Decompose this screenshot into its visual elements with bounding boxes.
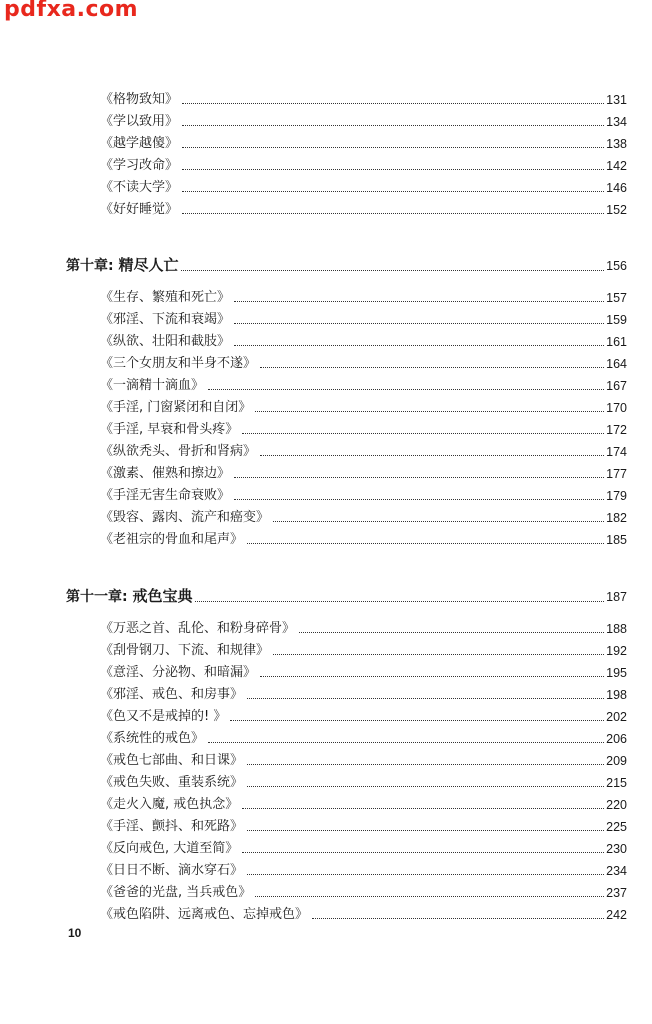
toc-entry-page: 202 [606,710,627,724]
toc-entry-page: 138 [606,137,627,151]
toc-entry-page: 159 [606,313,627,327]
dot-leader [247,698,604,699]
toc-entry-page: 230 [606,842,627,856]
toc-entry-title: 《邪淫、下流和衰竭》 [100,312,231,327]
chapter-name: 精尽人亡 [118,256,179,274]
toc-entry-page: 215 [606,776,627,790]
toc-entry[interactable] [100,308,627,328]
dot-leader [273,654,604,655]
toc-entry-title: 《纵欲秃头、骨折和肾病》 [100,444,257,459]
dot-leader [247,543,604,544]
toc-entry-page: 192 [606,644,627,658]
chapter-page: 187 [606,590,627,604]
toc-entry[interactable] [100,683,627,703]
dot-leader [234,345,604,346]
toc-entry-title: 《三个女朋友和半身不遂》 [100,356,257,371]
toc-entry-title: 《毁容、露肉、流产和癌变》 [100,510,270,525]
dot-leader [247,764,604,765]
toc-entry-title: 《日日不断、滴水穿石》 [100,863,244,878]
toc-entry-page: 177 [606,467,627,481]
dot-leader [182,103,604,104]
chapter-number: 第十一章: [66,589,128,605]
toc-entry-page: 220 [606,798,627,812]
toc-entry-title: 《戒色失败、重装系统》 [100,775,244,790]
dot-leader [312,918,604,919]
toc-entry-page: 134 [606,115,627,129]
toc-entry[interactable] [100,859,627,879]
toc-entry[interactable] [100,528,627,548]
toc-entry-title: 《戒色陷阱、远离戒色、忘掉戒色》 [100,907,309,922]
toc-entry-page: 131 [606,93,627,107]
dot-leader [208,389,604,390]
dot-leader [242,852,604,853]
toc-entry-title: 《越学越傻》 [100,136,179,151]
toc-entry[interactable] [100,440,627,460]
toc-entry[interactable] [100,176,627,196]
chapter-number: 第十章: [66,258,114,274]
dot-leader [230,720,604,721]
toc-entry-page: 167 [606,379,627,393]
toc-entry-page: 174 [606,445,627,459]
toc-entry-title: 《一滴精十滴血》 [100,378,205,393]
toc-entry[interactable] [100,462,627,482]
toc-entry-page: 225 [606,820,627,834]
toc-entry[interactable] [100,793,627,813]
toc-entry-title: 《系统性的戒色》 [100,731,205,746]
chapter-title [66,256,179,275]
page-number: 10 [68,926,82,940]
dot-leader [234,301,604,302]
toc-entry[interactable] [100,198,627,218]
toc-entry-title: 《学以致用》 [100,114,179,129]
dot-leader [255,411,604,412]
toc-entry[interactable] [100,330,627,350]
toc-entry-title: 《纵欲、壮阳和截肢》 [100,334,231,349]
dot-leader [255,896,604,897]
toc-entry-page: 195 [606,666,627,680]
toc-entry-title: 《手淫无害生命衰败》 [100,488,231,503]
toc-entry-page: 146 [606,181,627,195]
toc-entry-title: 《反向戒色, 大道至简》 [100,841,239,856]
toc-entry-page: 185 [606,533,627,547]
dot-leader [182,213,604,214]
toc-entry-page: 172 [606,423,627,437]
toc-entry-title: 《色又不是戒掉的! 》 [100,709,227,724]
dot-leader [247,874,604,875]
toc-entry-title: 《激素、催熟和擦边》 [100,466,231,481]
toc-entry[interactable] [100,617,627,637]
toc-entry-title: 《爸爸的光盘, 当兵戒色》 [100,885,252,900]
dot-leader [208,742,604,743]
toc-entry-page: 188 [606,622,627,636]
toc-entry-page: 198 [606,688,627,702]
dot-leader [242,808,604,809]
dot-leader [247,786,604,787]
dot-leader [181,270,605,271]
dot-leader [273,521,604,522]
toc-entry-page: 142 [606,159,627,173]
toc-entry[interactable] [100,727,627,747]
toc-entry-title: 《老祖宗的骨血和尾声》 [100,532,244,547]
toc-entry-page: 164 [606,357,627,371]
dot-leader [234,499,604,500]
chapter-page: 156 [606,259,627,273]
toc-entry[interactable] [100,881,627,901]
toc-entry-title: 《不读大学》 [100,180,179,195]
toc-entry-page: 179 [606,489,627,503]
toc-entry-title: 《生存、繁殖和死亡》 [100,290,231,305]
dot-leader [182,191,604,192]
toc-entry-page: 237 [606,886,627,900]
toc-entry-page: 206 [606,732,627,746]
dot-leader [234,323,604,324]
toc-entry[interactable] [100,506,627,526]
toc-entry[interactable] [100,815,627,835]
toc-entry-title: 《走火入魔, 戒色执念》 [100,797,239,812]
dot-leader [299,632,604,633]
dot-leader [242,433,604,434]
chapter-title [66,587,193,606]
toc-entry-page: 234 [606,864,627,878]
chapter-name: 戒色宝典 [132,587,193,605]
toc-entry-page: 170 [606,401,627,415]
toc-entry-title: 《好好睡觉》 [100,202,179,217]
dot-leader [182,125,604,126]
toc-entry[interactable] [100,705,627,725]
toc-entry[interactable] [100,661,627,681]
toc-entry[interactable] [100,771,627,791]
toc-entry[interactable] [100,88,627,108]
dot-leader [260,676,604,677]
toc-entry[interactable] [100,903,627,923]
toc-entry[interactable] [100,154,627,174]
toc-entry-title: 《手淫、颤抖、和死路》 [100,819,244,834]
toc-entry-title: 《手淫, 早衰和骨头疼》 [100,422,239,437]
toc-entry-title: 《戒色七部曲、和日课》 [100,753,244,768]
dot-leader [260,455,604,456]
dot-leader [260,367,604,368]
toc-entry[interactable] [100,374,627,394]
dot-leader [182,169,604,170]
chapter-heading-11[interactable] [66,584,627,606]
toc-entry[interactable] [100,396,627,416]
toc-entry[interactable] [100,484,627,504]
toc-entry-title: 《刮骨钢刀、下流、和规律》 [100,643,270,658]
toc-entry[interactable] [100,286,627,306]
toc-entry-title: 《手淫, 门窗紧闭和自闭》 [100,400,252,415]
toc-entry[interactable] [100,749,627,769]
toc-entry-title: 《格物致知》 [100,92,179,107]
dot-leader [182,147,604,148]
toc-entry-page: 242 [606,908,627,922]
toc-entry-page: 209 [606,754,627,768]
toc-entry-page: 152 [606,203,627,217]
watermark-logo: pdfxa.com [4,0,139,22]
dot-leader [234,477,604,478]
toc-entry[interactable] [100,418,627,438]
toc-entry-title: 《邪淫、戒色、和房事》 [100,687,244,702]
toc-entry-title: 《万恶之首、乱伦、和粉身碎骨》 [100,621,296,636]
toc-entry[interactable] [100,837,627,857]
chapter-heading-10[interactable] [66,253,627,275]
toc-entry-page: 182 [606,511,627,525]
toc-entry-title: 《意淫、分泌物、和暗漏》 [100,665,257,680]
toc-entry[interactable] [100,639,627,659]
dot-leader [247,830,604,831]
toc-entry[interactable] [100,352,627,372]
toc-entry[interactable] [100,110,627,130]
toc-entry[interactable] [100,132,627,152]
toc-entry-page: 161 [606,335,627,349]
toc-entry-page: 157 [606,291,627,305]
dot-leader [195,601,605,602]
toc-entry-title: 《学习改命》 [100,158,179,173]
